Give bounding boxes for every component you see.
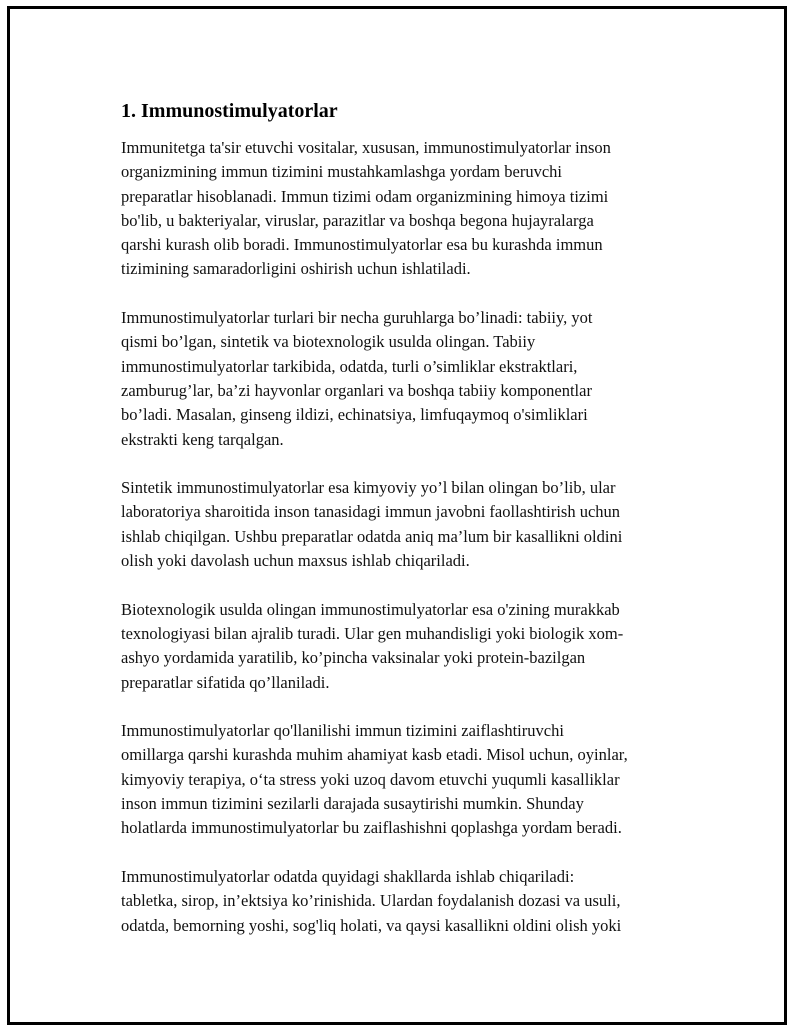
paragraph-line: zamburug’lar, ba’zi hayvonlar organlari va boshqa tabiiy komponentlar <box>121 380 592 400</box>
paragraph-line: bo'lib, u bakteriyalar, viruslar, parazitlar va boshqa begona hujayralarga <box>121 210 594 230</box>
paragraph-line: preparatlar hisoblanadi. Immun tizimi odam organizmining himoya tizimi <box>121 186 609 206</box>
paragraph-line: odatda, bemorning yoshi, sog'liq holati, va qaysi kasallikni oldini olish yoki <box>121 915 622 935</box>
paragraph-line: kimyoviy terapiya, o‘ta stress yoki uzoq davom etuvchi yuqumli kasalliklar <box>121 769 620 789</box>
paragraph-line: ishlab chiqilgan. Ushbu preparatlar odatda aniq ma’lum bir kasallikni oldini <box>121 526 623 546</box>
paragraph-line: tizimining samaradorligini oshirish uchun ishlatiladi. <box>121 259 471 279</box>
paragraph-line: tabletka, sirop, in’ektsiya ko’rinishida. Ulardan foydalanish dozasi va usuli, <box>121 891 621 911</box>
paragraph-line: ashyo yordamida yaratilib, ko’pincha vaksinalar yoki protein-bazilgan <box>121 648 586 668</box>
paragraph-line: ekstrakti keng tarqalgan. <box>121 429 284 449</box>
paragraph-line: Immunitetga ta'sir etuvchi vositalar, xususan, immunostimulyatorlar inson <box>121 138 611 157</box>
paragraph-list <box>121 136 693 938</box>
paragraph-line: holatlarda immunostimulyatorlar bu zaiflashishni qoplashga yordam beradi. <box>121 818 622 838</box>
paragraph-line: Sintetik immunostimulyatorlar esa kimyoviy yo’l bilan olingan bo’lib, ular <box>121 478 616 498</box>
paragraph <box>121 476 693 573</box>
paragraph <box>121 306 693 452</box>
paragraph-line: qismi bo’lgan, sintetik va biotexnologik usulda olingan. Tabiiy <box>121 332 536 352</box>
paragraph-line: inson immun tizimini sezilarli darajada susaytirishi mumkin. Shunday <box>121 794 584 814</box>
paragraph-line: qarshi kurash olib boradi. Immunostimulyatorlar esa bu kurashda immun <box>121 235 603 255</box>
paragraph <box>121 598 693 695</box>
paragraph-line: preparatlar sifatida qo’llaniladi. <box>121 672 330 692</box>
paragraph-line: Immunostimulyatorlar turlari bir necha guruhlarga bo’linadi: tabiiy, yot <box>121 308 593 328</box>
paragraph <box>121 719 693 840</box>
paragraph-line: organizmining immun tizimini mustahkamlashga yordam beruvchi <box>121 162 562 182</box>
paragraph-line: Biotexnologik usulda olingan immunostimulyatorlar esa o'zining murakkab <box>121 599 620 619</box>
paragraph-line: Immunostimulyatorlar qo'llanilishi immun tizimini zaiflashtiruvchi <box>121 721 564 741</box>
paragraph-line: bo’ladi. Masalan, ginseng ildizi, echinatsiya, limfuqaymoq o'simliklari <box>121 405 588 425</box>
paragraph-line: olish yoki davolash uchun maxsus ishlab chiqariladi. <box>121 551 470 571</box>
paragraph <box>121 865 693 938</box>
paragraph-line: immunostimulyatorlar tarkibida, odatda, turli o’simliklar ekstraktlari, <box>121 356 578 376</box>
paragraph-line: laboratoriya sharoitida inson tanasidagi immun javobni faollashtirish uchun <box>121 502 621 522</box>
document-page <box>7 6 787 1025</box>
paragraph-line: Immunostimulyatorlar odatda quyidagi shakllarda ishlab chiqariladi: <box>121 866 575 886</box>
document-body <box>121 99 693 962</box>
paragraph-line: omillarga qarshi kurashda muhim ahamiyat kasb etadi. Misol uchun, oyinlar, <box>121 745 628 765</box>
paragraph <box>121 136 693 282</box>
paragraph-line: texnologiyasi bilan ajralib turadi. Ular gen muhandisligi yoki biologik xom- <box>121 623 624 643</box>
section-heading: 1. Immunostimulyatorlar <box>121 100 338 122</box>
